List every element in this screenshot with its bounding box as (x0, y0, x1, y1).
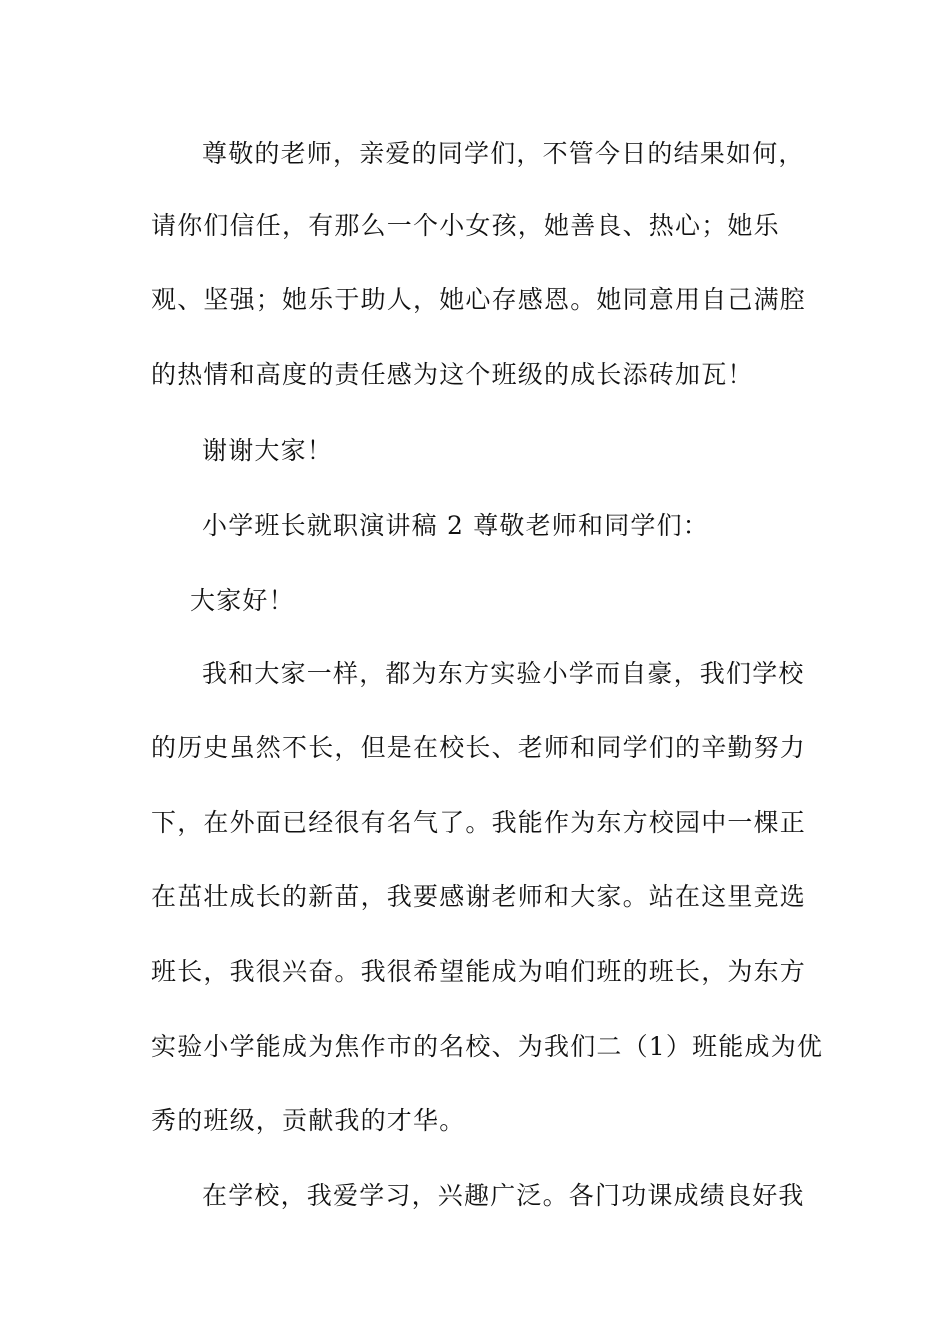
paragraph-line: 在学校，我爱学习，兴趣广泛。各门功课成绩良好我 (202, 1181, 805, 1210)
paragraph-line: 观、坚强；她乐于助人，她心存感恩。她同意用自己满腔 (151, 285, 807, 314)
paragraph-line: 的历史虽然不长，但是在校长、老师和同学们的辛勤努力 (151, 733, 807, 762)
paragraph-line: 实验小学能成为焦作市的名校、为我们二（1）班能成为优 (151, 1032, 824, 1061)
paragraph-line: 的热情和高度的责任感为这个班级的成长添砖加瓦！ (151, 360, 754, 389)
paragraph-line: 尊敬的老师，亲爱的同学们，不管今日的结果如何， (202, 139, 805, 168)
paragraph-line: 班长，我很兴奋。我很希望能成为咱们班的班长，为东方 (151, 957, 807, 986)
section-heading: 小学班长就职演讲稿 2 尊敬老师和同学们： (202, 511, 710, 540)
paragraph-line: 下，在外面已经很有名气了。我能作为东方校园中一棵正 (151, 808, 807, 837)
paragraph-line: 在茁壮成长的新苗，我要感谢老师和大家。站在这里竞选 (151, 882, 807, 911)
greeting-line: 大家好！ (190, 586, 295, 615)
paragraph-line: 秀的班级，贡献我的才华。 (151, 1106, 466, 1135)
paragraph-line: 请你们信任，有那么一个小女孩，她善良、热心；她乐 (151, 211, 780, 240)
paragraph-line: 谢谢大家！ (202, 436, 334, 465)
paragraph-line: 我和大家一样，都为东方实验小学而自豪，我们学校 (202, 659, 805, 688)
